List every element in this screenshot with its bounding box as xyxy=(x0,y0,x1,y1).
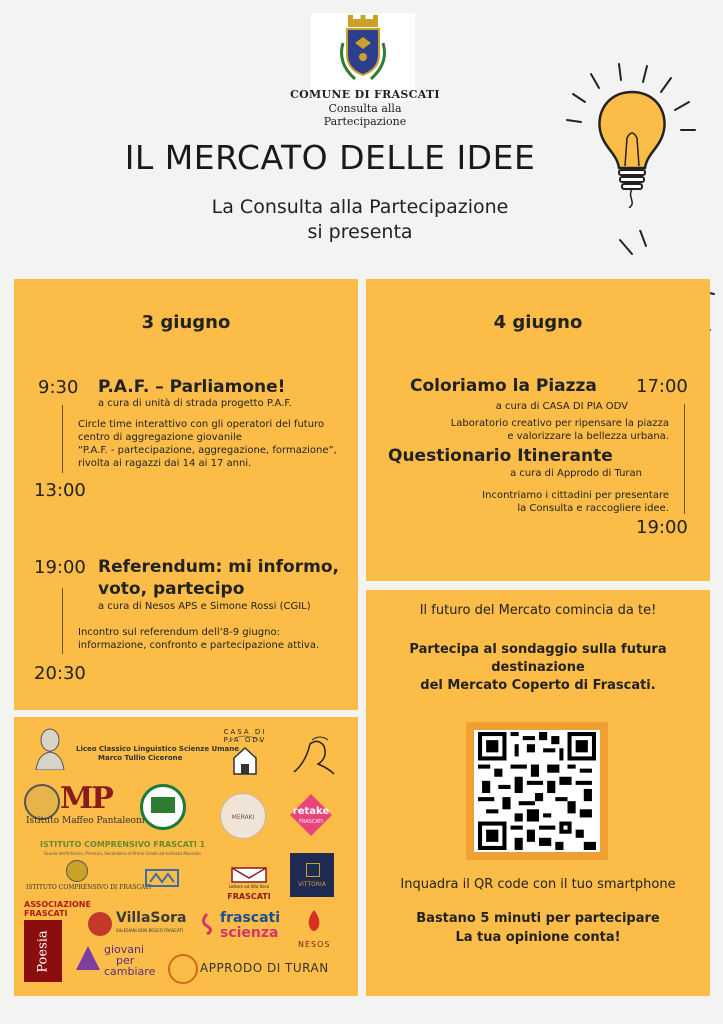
giovani-line1: giovani xyxy=(104,943,145,956)
republic-emblem-icon xyxy=(66,860,88,882)
qr-hint: Inquadra il QR code con il tuo smartphone xyxy=(400,877,676,892)
lettere-city: FRASCATI xyxy=(227,892,271,901)
event-end-time: 13:00 xyxy=(34,480,86,501)
cicerone-bust-logo xyxy=(30,726,70,770)
event-description: Incontriamo i cittadini per presentare la Consulta e raccogliere idee. xyxy=(482,490,669,514)
page-title: IL MERCATO DELLE IDEE xyxy=(124,138,536,177)
event-organizer: a cura di Approdo di Turan xyxy=(510,468,642,479)
survey-intro: Il futuro del Mercato comincia da te! xyxy=(419,603,657,618)
page-subtitle-line1: La Consulta alla Partecipazione xyxy=(211,196,509,218)
event-description: Circle time interattivo con gli operatori del futuro centro di aggregazione giovanile “P.A.F. - partecipazione, aggregazione, formazione”, rivolta ai ragazzi dai 14 ai 17 anni. xyxy=(78,419,337,469)
school-emblem-logo xyxy=(140,784,186,830)
event-start-time: 17:00 xyxy=(636,376,688,397)
approdo-emblem-icon xyxy=(168,954,198,984)
survey-call-line1: Partecipa al sondaggio sulla futura xyxy=(409,642,667,657)
survey-time-note: Bastano 5 minuti per partecipare xyxy=(416,911,660,926)
event-organizer: a cura di Nesos APS e Simone Rossi (CGIL) xyxy=(98,601,311,612)
giovani-line3: cambiare xyxy=(104,965,156,978)
lettere-logo: Lettere ad Alta Voce xyxy=(222,860,276,890)
ic-frascati1-sub: Scuola dell'Infanzia, Primaria, Secondaria di Primo Grado ad Indirizzo Musicale xyxy=(44,851,201,856)
survey-opinion-note: La tua opinione conta! xyxy=(455,930,621,945)
event-title: P.A.F. – Parliamone! xyxy=(98,377,286,397)
villasora-sub: SALESIANI DON BOSCO FRASCATI xyxy=(116,928,184,933)
comune-name: COMUNE DI FRASCATI xyxy=(290,88,440,101)
qr-code-icon[interactable] xyxy=(478,732,596,850)
maffeo-emblem-logo xyxy=(24,784,60,820)
ic-frascati1-name: ISTITUTO COMPRENSIVO FRASCATI 1 xyxy=(40,840,206,849)
event-title-line2: voto, partecipo xyxy=(98,579,245,599)
event-organizer: a cura di CASA DI PIA ODV xyxy=(495,401,628,412)
nesos-flame-icon xyxy=(304,908,324,936)
association-city: FRASCATI xyxy=(24,909,68,918)
casa-di-pia-logo xyxy=(218,728,272,782)
giovani-line2: per xyxy=(116,954,135,967)
survey-call-line3: del Mercato Coperto di Frascati. xyxy=(420,678,656,693)
vittoria-logo: VITTORIA xyxy=(290,853,334,897)
june4-day-title: 4 giugno xyxy=(493,312,583,333)
approdo-name: APPRODO DI TURAN xyxy=(200,961,329,975)
lightbulb-icon xyxy=(555,58,715,208)
event-end-time: 20:30 xyxy=(34,663,86,684)
event-title: Questionario Itinerante xyxy=(388,446,613,466)
event-title-line1: Referendum: mi informo, xyxy=(98,557,339,577)
timeline-line xyxy=(62,405,63,473)
liceo-name-line2: Marco Tullio Cicerone xyxy=(98,754,183,762)
survey-call-line2: destinazione xyxy=(491,660,585,675)
frascati-scienza-line1: frascati xyxy=(220,910,281,926)
event-organizer: a cura di unità di strada progetto P.A.F. xyxy=(98,398,292,409)
event-end-time: 19:00 xyxy=(636,517,688,538)
association-label: ASSOCIAZIONE xyxy=(24,900,91,909)
event-start-time: 9:30 xyxy=(38,377,79,398)
giovani-logo-icon xyxy=(74,944,102,972)
nesos-name: NESOS xyxy=(298,940,331,949)
timeline-line xyxy=(684,404,685,514)
event-start-time: 19:00 xyxy=(34,557,86,578)
maffeo-name: Istituto Maffeo Pantaleoni xyxy=(26,816,145,826)
villasora-emblem-icon xyxy=(88,912,112,936)
page-subtitle-line2: si presenta xyxy=(307,221,413,243)
mp-logo: MP xyxy=(60,781,112,816)
meraki-logo: MERAKI xyxy=(220,793,266,839)
june3-day-title: 3 giugno xyxy=(141,312,231,333)
sketch-figure-logo xyxy=(288,732,340,780)
consulta-subtitle: Consulta alla Partecipazione xyxy=(323,102,407,128)
liceo-name-line1: Liceo Classico Linguistico Scienze Umane xyxy=(76,745,239,753)
event-title: Coloriamo la Piazza xyxy=(410,376,597,396)
frascati-scienza-line2: scienza xyxy=(220,925,279,941)
ic-generic-name: ISTITUTO COMPRENSIVO DI FRASCATI xyxy=(26,884,152,891)
villasora-name: VillaSora xyxy=(116,910,187,926)
event-description: Laboratorio creativo per ripensare la piazza e valorizzare la bellezza urbana. xyxy=(450,418,669,442)
event-description: Incontro sul referendum dell’8-9 giugno: informazione, confronto e partecipazione attiva. xyxy=(78,627,320,651)
frascati-scienza-icon xyxy=(198,912,216,936)
casa-di-pia-text: CASA DI PIA ODV xyxy=(223,728,267,744)
nmb-logo xyxy=(144,866,180,890)
timeline-line xyxy=(62,588,63,654)
poesia-logo: Poesia xyxy=(24,920,62,982)
qr-frame xyxy=(466,722,608,860)
retake-logo: retake FRASCATI xyxy=(288,792,334,838)
